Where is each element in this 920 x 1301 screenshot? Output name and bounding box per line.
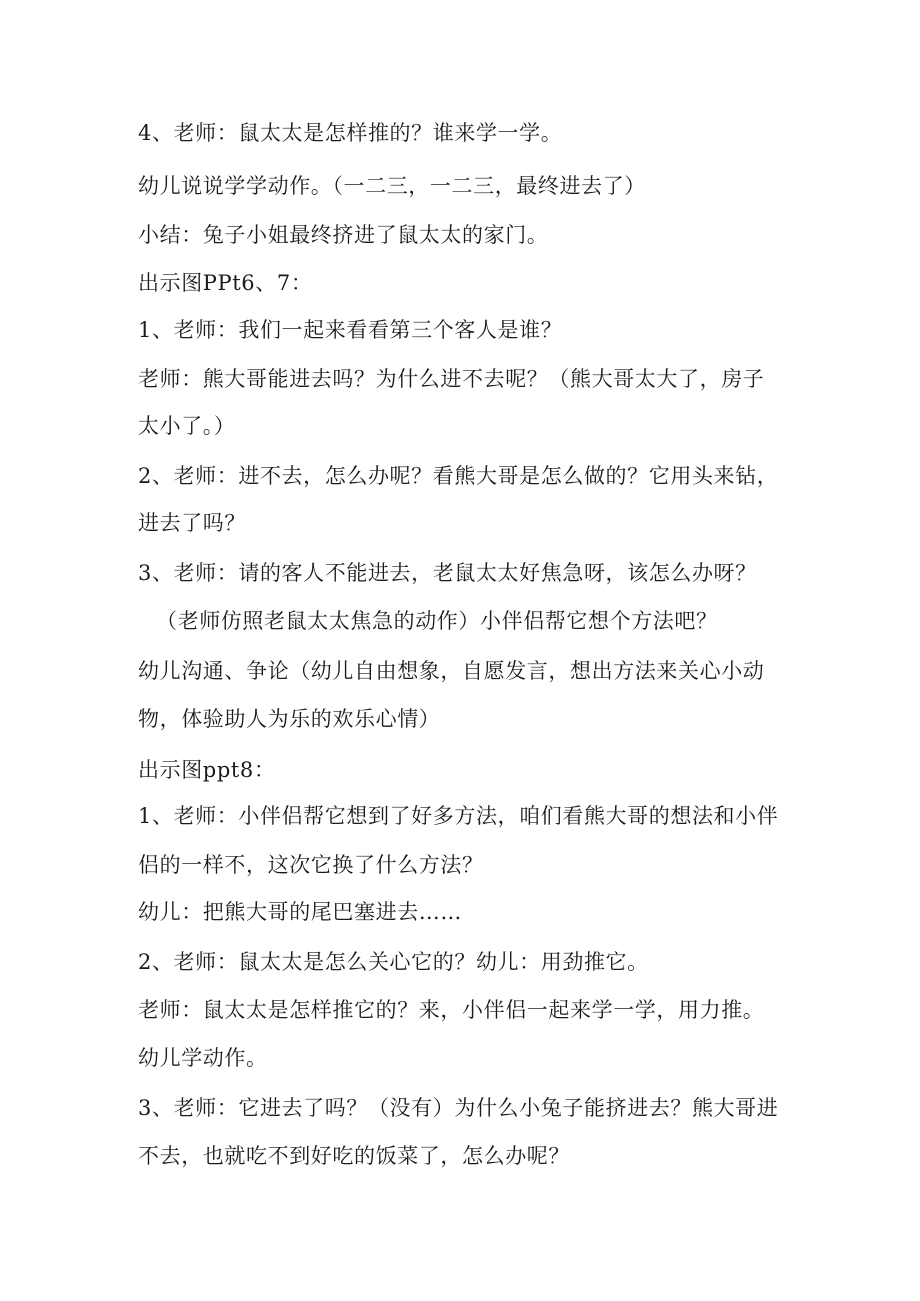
- text-line: 2、老师：进不去，怎么办呢？看熊大哥是怎么做的？它用头来钻，: [138, 464, 779, 488]
- text-line: 3、老师：它进去了吗？（没有）为什么小兔子能挤进去？熊大哥进: [138, 1096, 779, 1120]
- text-line: 老师：鼠太太是怎样推它的？来，小伴侣一起来学一学，用力推。: [138, 998, 765, 1022]
- text-line: 3、老师：请的客人不能进去，老鼠太太好焦急呀，该怎么办呀？: [138, 561, 757, 585]
- text-line: （老师仿照老鼠太太焦急的动作）小伴侣帮它想个方法吧？: [156, 609, 718, 633]
- text-line: 小结：兔子小姐最终挤进了鼠太太的家门。: [138, 223, 549, 247]
- text-line: 物，体验助人为乐的欢乐心情）: [138, 707, 441, 731]
- text-line: 侣的一样不，这次它换了什么方法？: [138, 853, 484, 877]
- text-line: 进去了吗？: [138, 511, 246, 535]
- text-line: 1、老师：小伴侣帮它想到了好多方法，咱们看熊大哥的想法和小伴: [138, 804, 779, 828]
- text-line: 幼儿：把熊大哥的尾巴塞进去……: [138, 900, 462, 924]
- text-line: 出示图PPt6、7：: [138, 271, 313, 295]
- text-line: 太小了。）: [138, 414, 236, 438]
- text-line: 1、老师：我们一起来看看第三个客人是谁？: [138, 318, 563, 342]
- text-line: 不去，也就吃不到好吃的饭菜了，怎么办呢？: [138, 1144, 570, 1168]
- text-line: 4、老师：鼠太太是怎样推的？谁来学一学。: [138, 121, 563, 145]
- text-line: 出示图ppt8：: [138, 758, 276, 782]
- text-line: 2、老师：鼠太太是怎么关心它的？幼儿：用劲推它。: [138, 950, 649, 974]
- text-line: 老师：熊大哥能进去吗？为什么进不去呢？（熊大哥太大了，房子: [138, 367, 765, 391]
- text-line: 幼儿沟通、争论（幼儿自由想象，自愿发言，想出方法来关心小动: [138, 659, 765, 683]
- text-line: 幼儿学动作。: [138, 1046, 268, 1070]
- text-line: 幼儿说说学学动作。（一二三，一二三，最终进去了）: [138, 174, 646, 198]
